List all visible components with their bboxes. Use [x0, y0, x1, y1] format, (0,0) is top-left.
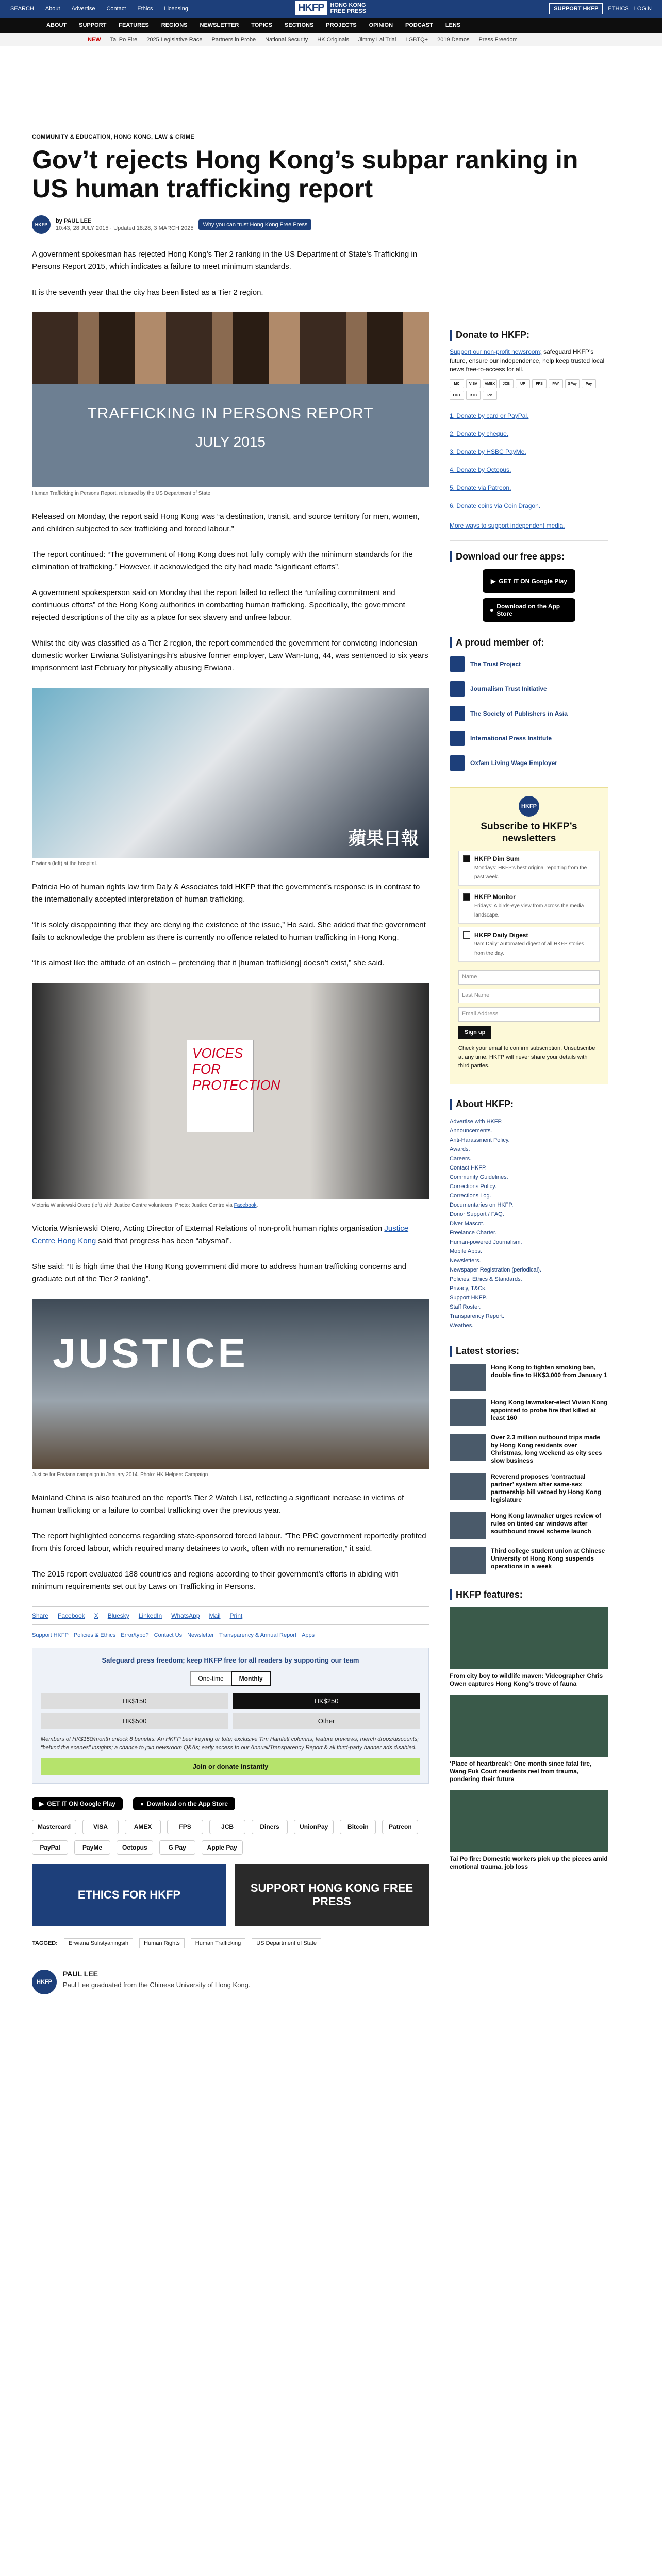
checkbox[interactable]	[463, 855, 470, 862]
member-logo[interactable]	[450, 754, 608, 772]
newsletter-logo: HKFP	[519, 796, 539, 817]
figure-protest	[32, 1299, 429, 1478]
search-link[interactable]: SEARCH	[10, 6, 34, 12]
last-name-input[interactable]: Last Name	[458, 989, 600, 1003]
site-logo[interactable]: HKFP HONG KONG FREE PRESS	[295, 1, 366, 15]
sidebar	[450, 330, 608, 1878]
author-box-name[interactable]: PAUL LEE	[63, 1970, 98, 1978]
share-link[interactable]: LinkedIn	[138, 1612, 162, 1619]
donation-amounts	[41, 1693, 420, 1729]
card-logo: AMEX	[483, 379, 497, 388]
tag[interactable]: Erwiana Sulistyaningsih	[64, 1938, 133, 1948]
footer-links	[32, 1632, 429, 1638]
author-box	[32, 1960, 429, 1994]
side-google-play-badge[interactable]: ▶ GET IT ON Google Play	[483, 569, 575, 593]
latest-story[interactable]	[450, 1434, 608, 1465]
story-thumbnail	[450, 1512, 486, 1539]
nav-item[interactable]: TOPICS	[251, 22, 273, 28]
member-icon	[450, 755, 465, 771]
subnav-item[interactable]: National Security	[265, 36, 308, 43]
paragraph: She said: “It is high time that the Hong Kong government did more to address human trafficking concerns and graduate out of the Tier 2 ranking”.	[32, 1262, 406, 1283]
support-newsroom-link[interactable]: Support our non-profit newsroom;	[450, 348, 542, 355]
amount-option[interactable]: Other	[233, 1713, 420, 1729]
about-link[interactable]: Community Guidelines.	[450, 1174, 508, 1180]
newsletter-note: Check your email to confirm subscription. Unsubscribe at any time. HKFP will never share your details with third parties.	[458, 1045, 595, 1069]
latest-list	[450, 1364, 608, 1574]
features-list	[450, 1607, 608, 1871]
caption: Human Trafficking in Persons Report, released by the US Department of State.	[32, 490, 212, 496]
ethics-banner[interactable]: ETHICS FOR HKFP	[32, 1864, 226, 1926]
paragraph: “It is solely disappointing that they are denying the existence of the issue,” Ho said. She added that the government fails to acknowledge the problem as there is currently no offence related to human trafficking in Hong Kong.	[32, 921, 426, 942]
latest-story[interactable]	[450, 1547, 608, 1574]
about-link[interactable]: Newsletters.	[450, 1258, 481, 1264]
donation-box	[32, 1648, 429, 1784]
one-time-toggle[interactable]: One-time	[190, 1671, 231, 1686]
tag[interactable]: Human Trafficking	[191, 1938, 245, 1948]
about-link[interactable]: Anti-Harassment Policy.	[450, 1137, 510, 1143]
caption: Victoria Wisniewski Otero (left) with Justice Centre volunteers. Photo: Justice Centre via Facebook.	[32, 1202, 258, 1208]
login-link[interactable]: LOGIN	[634, 6, 652, 12]
about-link[interactable]: Privacy, T&Cs.	[450, 1285, 487, 1292]
payment-logo: Bitcoin	[340, 1820, 376, 1834]
app-badges	[32, 1797, 429, 1810]
paragraph: Victoria Wisniewski Otero, Acting Director of External Relations of non-profit human rights organisation Justice Centre Hong Kong said that progress has been “abysmal”.	[32, 1224, 409, 1245]
card-logo: BTC	[466, 391, 481, 400]
paragraph: Patricia Ho of human rights law firm Daly & Associates told HKFP that the government’s response is in contrast to the internationally accepted interpretation of human trafficking.	[32, 883, 420, 904]
payment-cards	[450, 379, 608, 400]
promo-banners	[32, 1864, 429, 1926]
nav-item[interactable]: SUPPORT	[79, 22, 107, 28]
story-thumbnail	[450, 1364, 486, 1391]
share-link[interactable]: Print	[229, 1612, 243, 1619]
payment-logo: PayMe	[74, 1840, 110, 1855]
about-link[interactable]: Policies, Ethics & Standards.	[450, 1276, 522, 1282]
newsletter-option[interactable]: HKFP Dim Sum Mondays: HKFP’s best original reporting from the past week.	[458, 851, 600, 886]
story-title[interactable]: Over 2.3 million outbound trips made by Hong Kong residents over Christmas, long weekend as city sees slow business	[491, 1434, 602, 1464]
card-logo: OCT	[450, 391, 464, 400]
member-icon	[450, 656, 465, 672]
paragraph: “It is almost like the attitude of an ostrich – pretending that it [human trafficking] doesn’t exist,” she said.	[32, 959, 385, 968]
about-list	[450, 1117, 608, 1330]
card-logo: JCB	[499, 379, 514, 388]
footer-link[interactable]: Newsletter	[187, 1632, 214, 1638]
member-name: The Trust Project	[470, 660, 521, 668]
payment-logo: JCB	[209, 1820, 245, 1834]
about-link[interactable]: Corrections Policy.	[450, 1183, 496, 1190]
story-thumbnail	[450, 1547, 486, 1574]
latest-story[interactable]	[450, 1399, 608, 1426]
donate-option-link[interactable]: 4. Donate by Octopus.	[450, 461, 608, 479]
about-link[interactable]: Human-powered Journalism.	[450, 1239, 522, 1245]
paragraph: The report continued: “The government of Hong Kong does not fully comply with the minimum standards for the elimination of trafficking.” However, it acknowledged the city had made “significant efforts”.	[32, 550, 413, 571]
amount-option[interactable]: HK$250	[233, 1693, 420, 1709]
feature-title[interactable]: From city boy to wildlife maven: Videographer Chris Owen captures Hong Kong’s trove of fauna	[450, 1672, 603, 1687]
payment-logo: Octopus	[117, 1840, 153, 1855]
paragraph: Mainland China is also featured on the report’s Tier 2 Watch List, reflecting a significant increase in victims of human trafficking or a failure to combat trafficking over the previous year.	[32, 1494, 404, 1515]
volunteers-image: VOICES FOR PROTECTION	[32, 983, 429, 1199]
author-link[interactable]: PAUL LEE	[63, 218, 92, 224]
subnav-item[interactable]: HK Originals	[317, 36, 350, 43]
article-title: Gov’t rejects Hong Kong’s subpar ranking in US human trafficking report	[32, 145, 578, 203]
donate-option-link[interactable]: 6. Donate coins via Coin Dragon.	[450, 497, 608, 515]
footer-link[interactable]: Support HKFP	[32, 1632, 69, 1638]
share-link[interactable]: Share	[32, 1612, 49, 1619]
tags: TAGGED: Erwiana Sulistyaningsih Human Rights Human Trafficking US Department of State	[32, 1938, 429, 1948]
subnav-item[interactable]: Press Freedom	[478, 36, 518, 43]
contact-link[interactable]: Contact	[106, 6, 126, 12]
member-logo[interactable]	[450, 655, 608, 673]
paragraph: A government spokesman has rejected Hong Kong’s Tier 2 ranking in the US Department of State’s Trafficking in Persons Report 2015, which indicates a failure to meet minimum standards.	[32, 250, 418, 271]
nav-item[interactable]: FEATURES	[119, 22, 149, 28]
feature-thumbnail	[450, 1607, 608, 1669]
about-link[interactable]: Mobile Apps.	[450, 1248, 482, 1255]
about-link[interactable]: Freelance Charter.	[450, 1230, 497, 1236]
subnav-item[interactable]: 2025 Legislative Race	[146, 36, 203, 43]
nav-item[interactable]: NEWSLETTER	[200, 22, 239, 28]
story-title[interactable]: Hong Kong to tighten smoking ban, double fine to HK$3,000 from January 1	[491, 1364, 607, 1379]
share-link[interactable]: X	[94, 1612, 98, 1619]
top-bar	[0, 0, 662, 18]
nav-item[interactable]: PODCAST	[405, 22, 433, 28]
signup-button[interactable]: Sign up	[458, 1026, 491, 1039]
ethics-link[interactable]: Ethics	[137, 6, 153, 12]
member-name: International Press Institute	[470, 735, 552, 742]
google-play-badge[interactable]: ▶ GET IT ON Google Play	[32, 1797, 123, 1810]
donate-options	[450, 407, 608, 515]
member-heading: A proud member of:	[450, 637, 608, 648]
checkbox[interactable]	[463, 893, 470, 901]
play-icon: ▶	[491, 578, 496, 585]
byline: HKFP by PAUL LEE 10:43, 28 JULY 2015 · Updated 18:28, 3 MARCH 2025 Why you can trust Hong Kong Free Press	[32, 215, 429, 234]
payment-logo: AMEX	[125, 1820, 161, 1834]
subnav-item[interactable]: Partners in Probe	[211, 36, 256, 43]
feature-story[interactable]	[450, 1790, 608, 1871]
story-thumbnail	[450, 1434, 486, 1461]
card-logo: MC	[450, 379, 464, 388]
card-logo: FPS	[532, 379, 547, 388]
author-bio: Paul Lee graduated from the Chinese University of Hong Kong.	[63, 1981, 251, 1989]
share-bar	[32, 1606, 429, 1625]
footer-link[interactable]: Transparency & Annual Report	[219, 1632, 297, 1638]
play-icon: ▶	[39, 1800, 44, 1807]
footer-link[interactable]: Policies & Ethics	[73, 1632, 116, 1638]
payment-logo: Apple Pay	[202, 1840, 243, 1855]
about-link[interactable]: Support HKFP.	[450, 1295, 487, 1301]
justice-centre-link[interactable]: Justice Centre Hong Kong	[32, 1224, 409, 1245]
advertise-link[interactable]: Advertise	[71, 6, 95, 12]
support-button[interactable]: SUPPORT HKFP	[549, 3, 603, 14]
subnav-item[interactable]: LGBTQ+	[405, 36, 428, 43]
about-link[interactable]: Weathes.	[450, 1323, 474, 1329]
donate-intro: Support our non-profit newsroom; safeguard HKFP’s future, ensure our independence, help keep trusted local news free-to-access for all.	[450, 348, 605, 373]
join-donate-button[interactable]: Join or donate instantly	[41, 1758, 420, 1775]
donate-option-link[interactable]: 1. Donate by card or PayPal.	[450, 407, 608, 425]
payment-logo: Mastercard	[32, 1820, 76, 1834]
about-link[interactable]: Announcements.	[450, 1128, 492, 1134]
paragraph: The report highlighted concerns regarding state-sponsored forced labour. “The PRC government reportedly profited from this forced labour, which required many detainees to work, often with no remuneration,” it said.	[32, 1532, 426, 1553]
payment-logo: FPS	[167, 1820, 203, 1834]
sub-nav	[0, 33, 662, 46]
member-logo[interactable]	[450, 680, 608, 698]
feature-thumbnail	[450, 1790, 608, 1852]
newsletter-option[interactable]: HKFP Daily Digest 9am Daily: Automated digest of all HKFP stories from the day.	[458, 927, 600, 962]
figure-report	[32, 312, 429, 496]
figure-volunteers	[32, 983, 429, 1208]
story-title[interactable]: Third college student union at Chinese University of Hong Kong suspends operations in a week	[491, 1547, 605, 1570]
donation-note: Members of HK$150/month unlock 8 benefits: An HKFP beer keyring or tote; exclusive Tim Hamlett columns; feature previews; merch drops/discounts; “behind the scenes” insights; a chance to join newsroom Q&As; early access to our Annual/Transparency Report & all third-party banner ads disabled.	[41, 1736, 419, 1751]
share-link[interactable]: Bluesky	[107, 1612, 129, 1619]
share-link[interactable]: WhatsApp	[171, 1612, 200, 1619]
latest-story[interactable]	[450, 1364, 608, 1391]
support-banner[interactable]: SUPPORT HONG KONG FREE PRESS	[235, 1864, 429, 1926]
member-name: The Society of Publishers in Asia	[470, 710, 568, 717]
payment-logo: VISA	[82, 1820, 119, 1834]
share-link[interactable]: Facebook	[58, 1612, 85, 1619]
latest-story[interactable]	[450, 1512, 608, 1539]
about-link[interactable]: Transparency Report.	[450, 1313, 504, 1319]
author-avatar: HKFP	[32, 215, 51, 234]
about-link[interactable]: Newspaper Registration (periodical).	[450, 1267, 541, 1273]
footer-link[interactable]: Apps	[302, 1632, 315, 1638]
about-link[interactable]: Advertise with HKFP.	[450, 1118, 503, 1125]
more-ways-link[interactable]: More ways to support independent media.	[450, 522, 565, 529]
about-heading: About HKFP:	[450, 1099, 608, 1110]
story-thumbnail	[450, 1473, 486, 1500]
about-link[interactable]: Donor Support / FAQ.	[450, 1211, 504, 1217]
hospital-image: 蘋果日報	[32, 688, 429, 858]
side-app-store-badge[interactable]: ● Download on the App Store	[483, 598, 575, 622]
paragraph: Whilst the city was classified as a Tier 2 region, the report commended the government for convicting Indonesian domestic worker Erwiana Sulistyaningsih’s abusive former employer, Law Wan-tung, 44, was sentenced to six years imprisonment last February for physically abusing Erwiana.	[32, 639, 428, 672]
licensing-link[interactable]: Licensing	[164, 6, 188, 12]
about-link[interactable]: Documentaries on HKFP.	[450, 1202, 514, 1208]
story-title[interactable]: Hong Kong lawmaker urges review of rules on tinted car windows after southbound travel scheme launch	[491, 1512, 602, 1535]
nav-item[interactable]: REGIONS	[161, 22, 188, 28]
updated-date: Updated 18:28, 3 MARCH 2025	[113, 225, 194, 231]
paragraph: Released on Monday, the report said Hong Kong was “a destination, transit, and source territory for men, women, and children subjected to sex trafficking and forced labour.”	[32, 512, 420, 533]
apps-heading: Download our free apps:	[450, 551, 608, 562]
paragraph: A government spokesperson said on Monday that the report failed to reflect the “unfailing commitment and continuous efforts” of the Hong Kong authorities in combatting human trafficking. Specifically, the government rejected descriptions of the city as a place for sex slavery and unfree labour.	[32, 588, 405, 622]
member-list	[450, 655, 608, 772]
app-store-badge[interactable]: ● Download on the App Store	[133, 1797, 235, 1810]
name-input[interactable]: Name	[458, 970, 600, 985]
ethics-right-link[interactable]: ETHICS	[608, 6, 629, 12]
donation-heading: Safeguard press freedom; keep HKFP free for all readers by supporting our team	[102, 1656, 359, 1664]
about-link[interactable]: Corrections Log.	[450, 1193, 491, 1199]
member-name: Oxfam Living Wage Employer	[470, 759, 557, 767]
footer-link[interactable]: Error/typo?	[121, 1632, 149, 1638]
card-logo: UP	[516, 379, 530, 388]
publish-date: 10:43, 28 JULY 2015	[56, 225, 109, 231]
feature-story[interactable]	[450, 1695, 608, 1783]
amount-option[interactable]: HK$150	[41, 1693, 228, 1709]
amount-option[interactable]: HK$500	[41, 1713, 228, 1729]
payment-logo: G Pay	[159, 1840, 195, 1855]
nav-item[interactable]: ABOUT	[46, 22, 67, 28]
card-logo: PP	[483, 391, 497, 400]
apple-icon: ●	[140, 1800, 144, 1807]
nav-item[interactable]: OPINION	[369, 22, 393, 28]
tag[interactable]: Human Rights	[139, 1938, 185, 1948]
payment-logo: PayPal	[32, 1840, 68, 1855]
story-thumbnail	[450, 1399, 486, 1426]
caption: Justice for Erwiana campaign in January 2014. Photo: HK Helpers Campaign	[32, 1472, 208, 1478]
card-logo: PAY	[549, 379, 563, 388]
donate-option-link[interactable]: 5. Donate via Patreon.	[450, 479, 608, 497]
features-heading: HKFP features:	[450, 1589, 608, 1600]
facebook-link[interactable]: Facebook	[234, 1202, 257, 1208]
caption: Erwiana (left) at the hospital.	[32, 861, 97, 867]
protest-image: JUSTICE	[32, 1299, 429, 1469]
donate-heading: Donate to HKFP:	[450, 330, 608, 341]
figure-hospital	[32, 688, 429, 867]
donate-option-link[interactable]: 3. Donate by HSBC PayMe.	[450, 443, 608, 461]
feature-title[interactable]: Tai Po fire: Domestic workers pick up the pieces amid emotional trauma, job loss	[450, 1855, 608, 1870]
about-link[interactable]: Diver Mascot.	[450, 1221, 485, 1227]
about-link[interactable]: About	[45, 6, 60, 12]
nav-item[interactable]: PROJECTS	[326, 22, 357, 28]
payment-logo: UnionPay	[294, 1820, 334, 1834]
about-link[interactable]: Careers.	[450, 1156, 472, 1162]
member-icon	[450, 731, 465, 746]
donate-option-link[interactable]: 2. Donate by cheque.	[450, 425, 608, 443]
article-category[interactable]: COMMUNITY & EDUCATION, HONG KONG, LAW & CRIME	[32, 134, 194, 140]
member-logo[interactable]	[450, 705, 608, 722]
latest-story[interactable]	[450, 1473, 608, 1504]
paragraph: It is the seventh year that the city has been listed as a Tier 2 region.	[32, 288, 263, 297]
card-logo: VISA	[466, 379, 481, 388]
new-badge: NEW	[88, 36, 101, 43]
member-icon	[450, 681, 465, 697]
checkbox[interactable]	[463, 931, 470, 939]
paragraph: The 2015 report evaluated 188 countries and regions according to their government’s efforts in abiding with minimum requirements set out by Laws on Trafficking in Persons.	[32, 1570, 399, 1591]
member-logo[interactable]	[450, 730, 608, 747]
monthly-toggle[interactable]: Monthly	[231, 1671, 271, 1686]
share-link[interactable]: Mail	[209, 1612, 221, 1619]
nav-item[interactable]: LENS	[445, 22, 461, 28]
subnav-item[interactable]: Tai Po Fire	[110, 36, 138, 43]
newsletter-option[interactable]: HKFP Monitor Fridays: A birds-eye view from across the media landscape.	[458, 889, 600, 924]
newsletter-box	[450, 787, 608, 1084]
feature-title[interactable]: ‘Place of heartbreak’: One month since fatal fire, Wang Fuk Court residents reel from trauma, pondering their future	[450, 1760, 592, 1783]
payment-logo: Diners	[252, 1820, 288, 1834]
feature-story[interactable]	[450, 1607, 608, 1688]
tag[interactable]: US Department of State	[252, 1938, 321, 1948]
member-icon	[450, 706, 465, 721]
main-nav	[0, 18, 662, 33]
author-box-avatar: HKFP	[32, 1970, 57, 1994]
subnav-item[interactable]: Jimmy Lai Trial	[358, 36, 396, 43]
email-input[interactable]: Email Address	[458, 1007, 600, 1022]
about-link[interactable]: Staff Roster.	[450, 1304, 481, 1310]
apple-icon: ●	[490, 606, 494, 614]
about-link[interactable]: Contact HKFP.	[450, 1165, 487, 1171]
story-title[interactable]: Reverend proposes ‘contractual partner’ system after same-sex partnership bill vetoed by Hong Kong legislature	[491, 1473, 602, 1503]
latest-heading: Latest stories:	[450, 1346, 608, 1357]
payment-methods	[32, 1820, 429, 1855]
donation-frequency-toggle	[41, 1671, 420, 1686]
card-logo: GPay	[565, 379, 580, 388]
feature-thumbnail	[450, 1695, 608, 1757]
newsletter-title: Subscribe to HKFP’s newsletters	[481, 821, 577, 844]
card-logo: Pay	[582, 379, 596, 388]
subnav-item[interactable]: 2019 Demos	[437, 36, 470, 43]
footer-link[interactable]: Contact Us	[154, 1632, 183, 1638]
story-title[interactable]: Hong Kong lawmaker-elect Vivian Kong appointed to probe fire that killed at least 160	[491, 1399, 608, 1421]
trust-tip-button[interactable]: Why you can trust Hong Kong Free Press	[198, 219, 311, 230]
report-image: TRAFFICKING IN PERSONS REPORT JULY 2015	[32, 312, 429, 487]
about-link[interactable]: Awards.	[450, 1146, 470, 1153]
payment-logo: Patreon	[382, 1820, 418, 1834]
nav-item[interactable]: SECTIONS	[285, 22, 314, 28]
member-name: Journalism Trust Initiative	[470, 685, 547, 692]
